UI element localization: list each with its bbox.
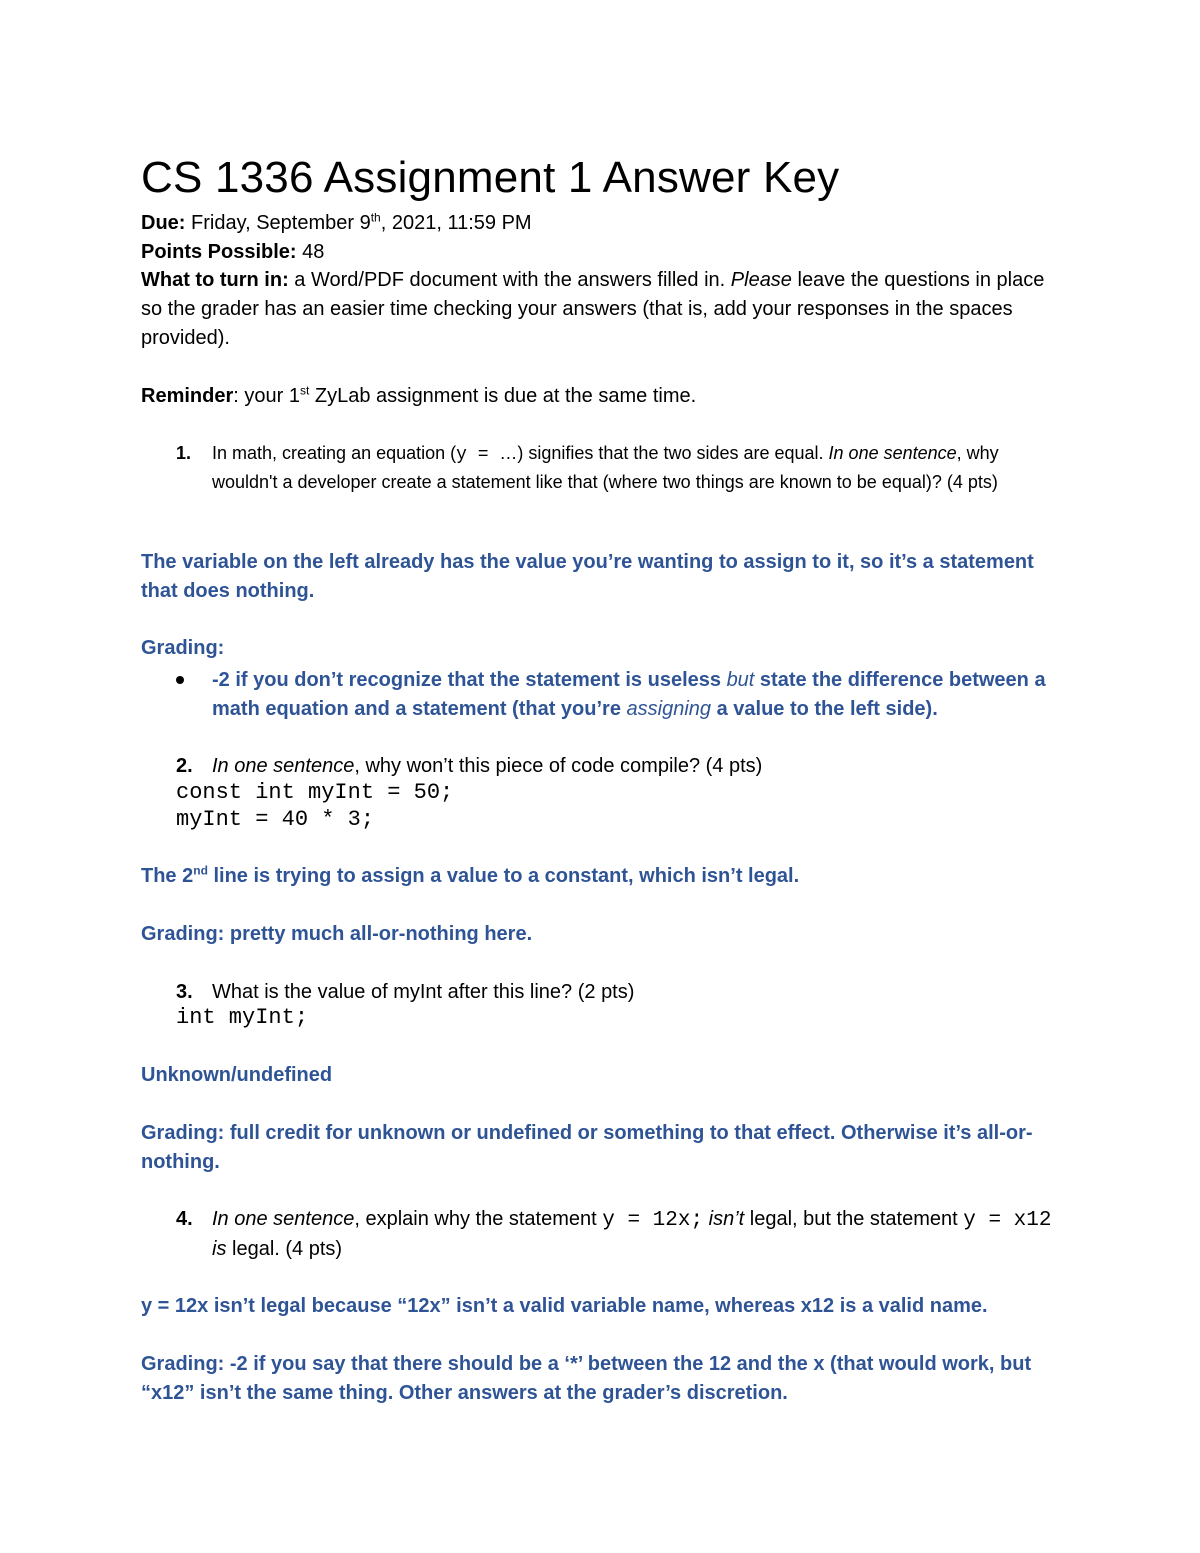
- question-1: [141, 440, 1061, 496]
- question-4-text: [212, 1205, 1061, 1264]
- question-2: [141, 752, 1061, 781]
- reminder-label: Reminder: [141, 385, 234, 407]
- turn-in-label: What to turn in:: [141, 269, 289, 291]
- answer-2: [141, 862, 1061, 891]
- question-2-emph: In one sentence: [212, 755, 355, 777]
- grading-2: Grading: pretty much all-or-nothing here.: [141, 923, 533, 945]
- reminder-sup: st: [299, 383, 310, 398]
- question-1-emph: In one sentence: [828, 443, 957, 463]
- document-title: CS 1336 Assignment 1 Answer Key: [141, 153, 840, 202]
- reminder-text-b: ZyLab assignment is due at the same time.: [309, 385, 697, 407]
- reminder-line: [141, 382, 1061, 411]
- answer-2-a: The 2: [141, 865, 194, 887]
- due-line: [141, 209, 1061, 238]
- question-1-code: y =: [456, 445, 500, 465]
- question-3-number: 3.: [176, 981, 193, 1003]
- grading-1-bullet-a: -2 if you don’t recognize that the statement is useless: [212, 669, 727, 691]
- question-4-emph1: In one sentence: [212, 1208, 355, 1230]
- turn-in-text-b: leave the questions in place so the grader has an easier time checking your answers (that is, add your responses in the spaces provided).: [141, 269, 1045, 349]
- answer-2-b: line is trying to assign a value to a constant, which isn’t legal.: [207, 865, 800, 887]
- question-3-text: What is the value of myInt after this line? (2 pts): [212, 981, 635, 1003]
- grading-3: Grading: full credit for unknown or undefined or something to that effect. Otherwise it’s all-or-nothing.: [141, 1122, 1033, 1173]
- points-line: [141, 238, 1061, 267]
- due-text-a: Friday, September 9: [185, 212, 371, 234]
- question-1-text-c: , why wouldn't a developer create a statement like that (where two things are known to be equal)? (4 pts): [212, 443, 999, 492]
- question-2-code-line-2: myInt = 40 * 3;: [176, 807, 375, 832]
- grading-1-bullet: [212, 666, 1072, 724]
- reminder-text-a: : your 1: [233, 385, 300, 407]
- due-sup: th: [370, 210, 381, 225]
- turn-in-text-a: a Word/PDF document with the answers filled in.: [288, 269, 731, 291]
- due-text-b: , 2021, 11:59 PM: [380, 212, 532, 234]
- due-label: Due:: [141, 212, 186, 234]
- question-2-text-main: , why won’t this piece of code compile? (4 pts): [354, 755, 763, 777]
- question-4-number: 4.: [176, 1208, 193, 1230]
- question-2-code-line-1: const int myInt = 50;: [176, 780, 454, 805]
- question-4-text-a: , explain why the statement: [354, 1208, 603, 1230]
- question-1-number: 1.: [176, 443, 192, 463]
- grading-4: Grading: -2 if you say that there should be a ‘*’ between the 12 and the x (that would work, but “x12” isn’t the same thing. Other answers at the grader’s discretion.: [141, 1353, 1032, 1404]
- answer-2-sup: nd: [193, 863, 208, 878]
- grading-1-bullet-emph1: but: [726, 669, 755, 691]
- points-value: 48: [296, 241, 325, 263]
- question-4-emph3: is: [212, 1238, 227, 1260]
- question-4-text-c: legal. (4 pts): [226, 1238, 343, 1260]
- answer-4: y = 12x isn’t legal because “12x” isn’t a valid variable name, whereas x12 is a valid name.: [141, 1295, 988, 1317]
- question-4-code1: y = 12x;: [602, 1209, 704, 1232]
- question-4-text-b: legal, but the statement: [744, 1208, 964, 1230]
- grading-1-bullet-b: state the difference between a math equation and a statement (that you’re: [212, 669, 1046, 720]
- turn-in-paragraph: [141, 266, 1061, 353]
- grading-1-bullet-emph2: assigning: [626, 698, 712, 720]
- question-3: [141, 978, 1061, 1007]
- question-4: [141, 1205, 1061, 1264]
- grading-1-label: Grading:: [141, 637, 225, 659]
- question-4-code2: y = x12: [963, 1209, 1052, 1232]
- question-4-emph2: isn’t: [708, 1208, 745, 1230]
- points-label: Points Possible:: [141, 241, 297, 263]
- turn-in-emph: Please: [730, 269, 792, 291]
- question-2-number: 2.: [176, 755, 193, 777]
- question-1-text-b: …) signifies that the two sides are equal.: [499, 443, 829, 463]
- bullet-icon: [176, 666, 196, 695]
- grading-1-bullet-c: a value to the left side).: [711, 698, 938, 720]
- answer-1: The variable on the left already has the value you’re wanting to assign to it, so it’s a statement that does nothing.: [141, 551, 1034, 602]
- question-2-text: [212, 752, 1061, 781]
- question-3-code-line-1: int myInt;: [176, 1005, 309, 1030]
- question-1-text-a: In math, creating an equation (: [212, 443, 457, 463]
- question-1-text: [212, 440, 1061, 496]
- answer-3: Unknown/undefined: [141, 1064, 333, 1086]
